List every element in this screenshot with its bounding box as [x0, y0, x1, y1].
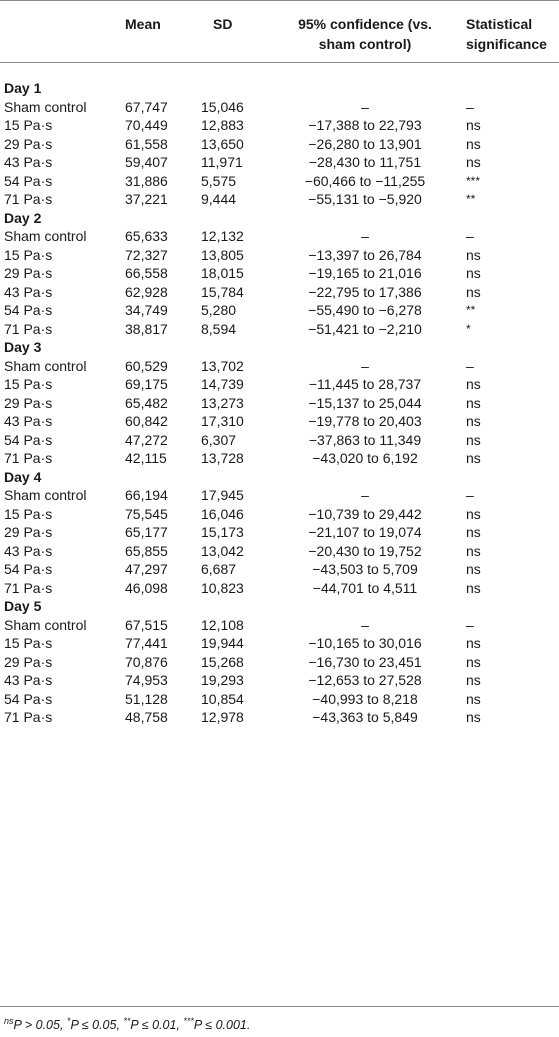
confidence-interval: −43,363 to 5,849	[312, 709, 418, 725]
sd-value: 19,944	[201, 635, 244, 651]
mean-value: 65,633	[125, 228, 168, 244]
sd-value: 13,702	[201, 357, 244, 374]
confidence-interval: −26,280 to 13,901	[308, 135, 422, 152]
row-label: 29 Pa·s	[4, 653, 53, 670]
confidence-interval: −37,863 to 11,349	[308, 431, 422, 448]
mean-value: 59,407	[125, 154, 168, 170]
footnote-p2-marker: **	[123, 1015, 131, 1026]
day-heading: Day 2	[4, 209, 42, 226]
mean-value: 51,128	[125, 690, 168, 707]
significance-value: –	[466, 228, 474, 244]
significance-value: **	[466, 192, 476, 206]
sd-value: 5,280	[201, 302, 237, 318]
significance-value: ns	[466, 653, 481, 670]
row-label: 43 Pa·s	[4, 154, 53, 170]
row-label: 43 Pa·s	[4, 413, 53, 429]
mean-value: 47,297	[125, 561, 168, 577]
sd-value: 17,945	[201, 487, 244, 503]
confidence-interval: –	[361, 487, 369, 503]
header-significance-line1: Statistical	[466, 16, 533, 32]
confidence-interval: −44,701 to 4,511	[312, 579, 418, 596]
footnote-p3-marker: ***	[183, 1015, 194, 1026]
mean-value: 38,817	[125, 320, 168, 337]
mean-value: 46,098	[125, 579, 168, 596]
row-label: 71 Pa·s	[4, 579, 53, 596]
confidence-interval: −19,778 to 20,403	[308, 413, 422, 429]
confidence-interval: −28,430 to 11,751	[308, 154, 422, 170]
mean-value: 67,747	[125, 98, 168, 115]
sd-value: 12,132	[201, 228, 244, 244]
confidence-interval: −43,020 to 6,192	[312, 450, 418, 466]
significance-value: ns	[466, 394, 481, 411]
mean-value: 70,449	[125, 117, 168, 133]
sd-value: 5,575	[201, 172, 237, 189]
significance-value: ns	[466, 561, 481, 577]
row-label: 15 Pa·s	[4, 246, 53, 263]
significance-value: ns	[466, 265, 481, 281]
header-mean: Mean	[125, 16, 161, 32]
table-bottom-rule	[0, 1006, 559, 1007]
row-label: 43 Pa·s	[4, 283, 53, 300]
confidence-interval: −60,466 to −11,255	[304, 172, 426, 189]
footnote-ns-text: P > 0.05,	[13, 1018, 64, 1032]
confidence-interval: −51,421 to −2,210	[308, 320, 422, 337]
row-label: 15 Pa·s	[4, 376, 53, 392]
row-label: Sham control	[4, 228, 87, 244]
significance-footnote	[4, 1017, 250, 1033]
sd-value: 6,687	[201, 561, 237, 577]
confidence-interval: −21,107 to 19,074	[308, 524, 422, 540]
row-label: 29 Pa·s	[4, 394, 53, 411]
mean-value: 47,272	[125, 431, 168, 448]
day-heading: Day 3	[4, 339, 42, 355]
header-bottom-rule	[0, 62, 559, 63]
mean-value: 34,749	[125, 302, 168, 318]
confidence-interval: −22,795 to 17,386	[308, 283, 422, 300]
significance-value: ns	[466, 524, 481, 540]
sd-value: 16,046	[201, 505, 244, 522]
row-label: 29 Pa·s	[4, 135, 53, 152]
significance-value: ns	[466, 709, 481, 725]
mean-value: 75,545	[125, 505, 168, 522]
sd-value: 10,823	[201, 579, 244, 596]
confidence-interval: −12,653 to 27,528	[308, 672, 422, 688]
sd-value: 15,046	[201, 98, 244, 115]
row-label: 15 Pa·s	[4, 505, 53, 522]
mean-value: 65,482	[125, 394, 168, 411]
mean-value: 67,515	[125, 616, 168, 633]
sd-value: 6,307	[201, 431, 237, 448]
header-confidence-line1: 95% confidence (vs.	[298, 16, 432, 32]
footnote-p2-text: P ≤ 0.01,	[130, 1018, 180, 1032]
confidence-interval: −10,739 to 29,442	[308, 505, 422, 522]
significance-value: ns	[466, 117, 481, 133]
mean-value: 60,842	[125, 413, 168, 429]
significance-value: ns	[466, 579, 481, 596]
mean-value: 31,886	[125, 172, 168, 189]
row-label: 43 Pa·s	[4, 672, 53, 688]
significance-value: ns	[466, 135, 481, 152]
mean-value: 69,175	[125, 376, 168, 392]
significance-value: *	[466, 321, 471, 336]
row-label: 15 Pa·s	[4, 635, 53, 651]
confidence-interval: –	[361, 357, 369, 374]
row-label: 54 Pa·s	[4, 431, 53, 448]
sd-value: 11,971	[201, 154, 243, 170]
row-label: 43 Pa·s	[4, 542, 53, 559]
mean-value: 65,177	[125, 524, 168, 540]
significance-value: ns	[466, 154, 481, 170]
confidence-interval: –	[361, 228, 369, 244]
row-label: Sham control	[4, 98, 87, 115]
confidence-interval: −17,388 to 22,793	[308, 117, 422, 133]
sd-value: 15,268	[201, 653, 244, 670]
confidence-interval: −11,445 to 28,737	[308, 376, 422, 392]
sd-value: 13,728	[201, 450, 244, 466]
mean-value: 77,441	[125, 635, 168, 651]
sd-value: 10,854	[201, 690, 244, 707]
confidence-interval: −20,430 to 19,752	[308, 542, 422, 559]
row-label: 71 Pa·s	[4, 450, 53, 466]
mean-value: 66,194	[125, 487, 168, 503]
row-label: Sham control	[4, 357, 87, 374]
footnote-ns-marker: ns	[4, 1015, 14, 1026]
header-confidence-line2: sham control)	[318, 36, 412, 52]
row-label: 15 Pa·s	[4, 117, 53, 133]
significance-value: ns	[466, 246, 481, 263]
significance-value: ns	[466, 376, 481, 392]
significance-value: –	[466, 616, 474, 633]
footnote-p1-text: P ≤ 0.05,	[70, 1018, 120, 1032]
mean-value: 37,221	[125, 191, 168, 207]
confidence-interval: −40,993 to 8,218	[312, 690, 418, 707]
significance-value: ns	[466, 542, 481, 559]
sd-value: 15,784	[201, 283, 244, 300]
mean-value: 48,758	[125, 709, 168, 725]
significance-value: ns	[466, 635, 481, 651]
header-significance-line2: significance	[466, 36, 547, 52]
row-label: Sham control	[4, 616, 87, 633]
row-label: 71 Pa·s	[4, 320, 53, 337]
mean-value: 61,558	[125, 135, 168, 152]
confidence-interval: −15,137 to 25,044	[308, 394, 422, 411]
sd-value: 18,015	[201, 265, 244, 281]
confidence-interval: −43,503 to 5,709	[312, 561, 418, 577]
mean-value: 72,327	[125, 246, 168, 263]
row-label: 54 Pa·s	[4, 302, 53, 318]
header-significance	[466, 14, 547, 54]
significance-value: ns	[466, 450, 481, 466]
confidence-interval: −55,490 to −6,278	[308, 302, 422, 318]
significance-value: ns	[466, 283, 481, 300]
row-label: 71 Pa·s	[4, 191, 53, 207]
confidence-interval: –	[361, 616, 369, 633]
mean-value: 62,928	[125, 283, 168, 300]
mean-value: 42,115	[125, 450, 167, 466]
significance-value: ns	[466, 431, 481, 448]
sd-value: 17,310	[201, 413, 244, 429]
confidence-interval: –	[361, 98, 369, 115]
row-label: 29 Pa·s	[4, 265, 53, 281]
sd-value: 19,293	[201, 672, 244, 688]
sd-value: 13,650	[201, 135, 244, 152]
confidence-interval: −10,165 to 30,016	[308, 635, 422, 651]
footnote-p1-marker: *	[66, 1015, 71, 1026]
row-label: 71 Pa·s	[4, 709, 53, 725]
significance-value: –	[466, 98, 474, 115]
day-heading: Day 1	[4, 80, 42, 96]
day-heading: Day 4	[4, 468, 42, 485]
confidence-interval: −16,730 to 23,451	[308, 653, 422, 670]
sd-value: 13,273	[201, 394, 244, 411]
row-label: 29 Pa·s	[4, 524, 53, 540]
significance-value: ***	[466, 173, 481, 188]
row-label: Sham control	[4, 487, 87, 503]
sd-value: 9,444	[201, 191, 237, 207]
significance-value: ns	[466, 413, 481, 429]
mean-value: 70,876	[125, 653, 168, 670]
significance-value: **	[466, 303, 476, 317]
mean-value: 60,529	[125, 357, 168, 374]
sd-value: 12,978	[201, 709, 244, 725]
row-label: 54 Pa·s	[4, 172, 53, 189]
mean-value: 66,558	[125, 265, 168, 281]
header-sd: SD	[213, 16, 233, 32]
sd-value: 12,108	[201, 616, 244, 633]
row-label: 54 Pa·s	[4, 690, 53, 707]
sd-value: 8,594	[201, 320, 237, 337]
significance-value: ns	[466, 505, 481, 522]
confidence-interval: −55,131 to −5,920	[308, 191, 422, 207]
significance-value: –	[466, 487, 474, 503]
mean-value: 65,855	[125, 542, 168, 559]
sd-value: 13,042	[201, 542, 244, 559]
table-top-rule	[0, 0, 559, 1]
row-label: 54 Pa·s	[4, 561, 53, 577]
footnote-p3-text: P ≤ 0.001.	[193, 1018, 251, 1032]
sd-value: 14,739	[201, 376, 244, 392]
significance-value: ns	[466, 672, 481, 688]
header-confidence	[272, 14, 458, 54]
mean-value: 74,953	[125, 672, 168, 688]
day-heading: Day 5	[4, 598, 42, 614]
sd-value: 15,173	[201, 524, 244, 540]
significance-value: ns	[466, 690, 481, 707]
sd-value: 13,805	[201, 246, 244, 263]
confidence-interval: −13,397 to 26,784	[308, 246, 422, 263]
significance-value: –	[466, 357, 474, 374]
confidence-interval: −19,165 to 21,016	[308, 265, 422, 281]
sd-value: 12,883	[201, 117, 244, 133]
